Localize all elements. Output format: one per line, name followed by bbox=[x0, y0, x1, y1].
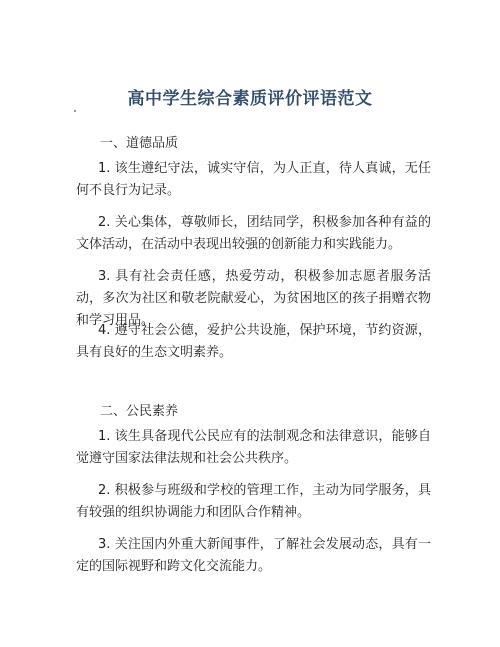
stray-dot bbox=[74, 110, 76, 112]
section-heading-citizenship: 二、公民素养 bbox=[100, 404, 179, 419]
paragraph-citizenship-1: 1. 该生具备现代公民应有的法制观念和法律意识，能够自觉遵守国家法律法规和社会公共秩序。 bbox=[76, 429, 431, 466]
paragraph-moral-3: 3. 具有社会责任感，热爱劳动，积极参加志愿者服务活动，多次为社区和敬老院献爱心，为贫困地区的孩子捐赠衣物和学习用品。 bbox=[76, 269, 431, 328]
paragraph-moral-2: 2. 关心集体，尊敬师长，团结同学，积极参加各种有益的文体活动，在活动中表现出较强的创新能力和实践能力。 bbox=[76, 215, 431, 252]
document-title: 高中学生综合素质评价评语范文 bbox=[127, 89, 373, 109]
paragraph-citizenship-2: 2. 积极参与班级和学校的管理工作，主动为同学服务，具有较强的组织协调能力和团队合作精神。 bbox=[76, 483, 431, 520]
paragraph-moral-4: 4. 遵守社会公德，爱护公共设施，保护环境，节约资源，具有良好的生态文明素养。 bbox=[76, 323, 431, 360]
paragraph-citizenship-3: 3. 关注国内外重大新闻事件，了解社会发展动态，具有一定的国际视野和跨文化交流能力。 bbox=[76, 537, 431, 574]
paragraph-moral-1: 1. 该生遵纪守法，诚实守信，为人正直，待人真诚，无任何不良行为记录。 bbox=[76, 161, 431, 198]
section-heading-moral: 一、道德品质 bbox=[100, 136, 179, 151]
